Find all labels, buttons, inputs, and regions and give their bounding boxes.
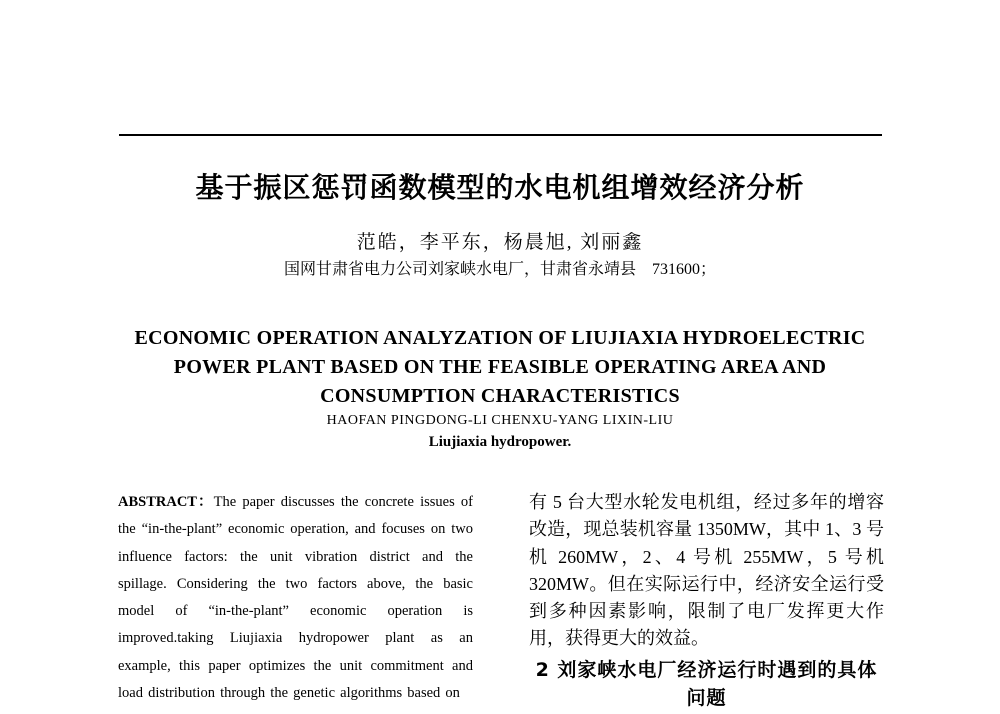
abstract-label: ABSTRACT： <box>118 494 214 510</box>
paper-title-english <box>0 324 1000 411</box>
section-heading: 2 刘家峡水电厂经济运行时遇到的具体问题 <box>535 658 878 709</box>
authors-chinese: 范皓，李平东，杨晨旭, 刘丽鑫 <box>356 232 644 253</box>
authors-english: HAOFAN PINGDONG-LI CHENXU-YANG LIXIN-LIU <box>326 413 674 428</box>
header-rule <box>119 134 882 136</box>
title-english-line-2: POWER PLANT BASED ON THE FEASIBLE OPERATING AREA AND <box>173 356 827 378</box>
body-paragraph: 有 5 台大型水轮发电机组，经过多年的增容改造，现总装机容量 1350MW，其中 1、3 号机 260MW，2、4 号机 255MW，5 号机 320MW。但在实际运行中，经济安全运行受到多种因素影响，限制了电厂发挥更大作用，获得更大的效益。 <box>529 492 884 649</box>
title-english-line-1: ECONOMIC OPERATION ANALYZATION OF LIUJIAXIA HYDROELECTRIC <box>134 327 866 349</box>
abstract-text: The paper discusses the concrete issues of the “in-the-plant” economic operation, and focuses on two influence factors: the unit vibration district and the spillage. Considering the two factors above, the basic model of “in-the-plant” economic operation is improved.taking Liujiaxia hydropower plant as an example, this paper optimizes the unit commitment and load distribution through the genetic algorithms based on <box>118 494 473 702</box>
left-column <box>118 489 473 712</box>
affiliation-english: Liujiaxia hydropower. <box>428 434 572 450</box>
abstract-paragraph <box>118 489 473 707</box>
paper-title-chinese: 基于振区惩罚函数模型的水电机组增效经济分析 <box>195 171 805 204</box>
two-column-body <box>118 489 884 712</box>
affiliation-chinese: 国网甘肃省电力公司刘家峡水电厂，甘肃省永靖县 731600； <box>283 261 716 278</box>
title-english-line-3: CONSUMPTION CHARACTERISTICS <box>320 385 680 407</box>
right-column <box>529 489 884 712</box>
